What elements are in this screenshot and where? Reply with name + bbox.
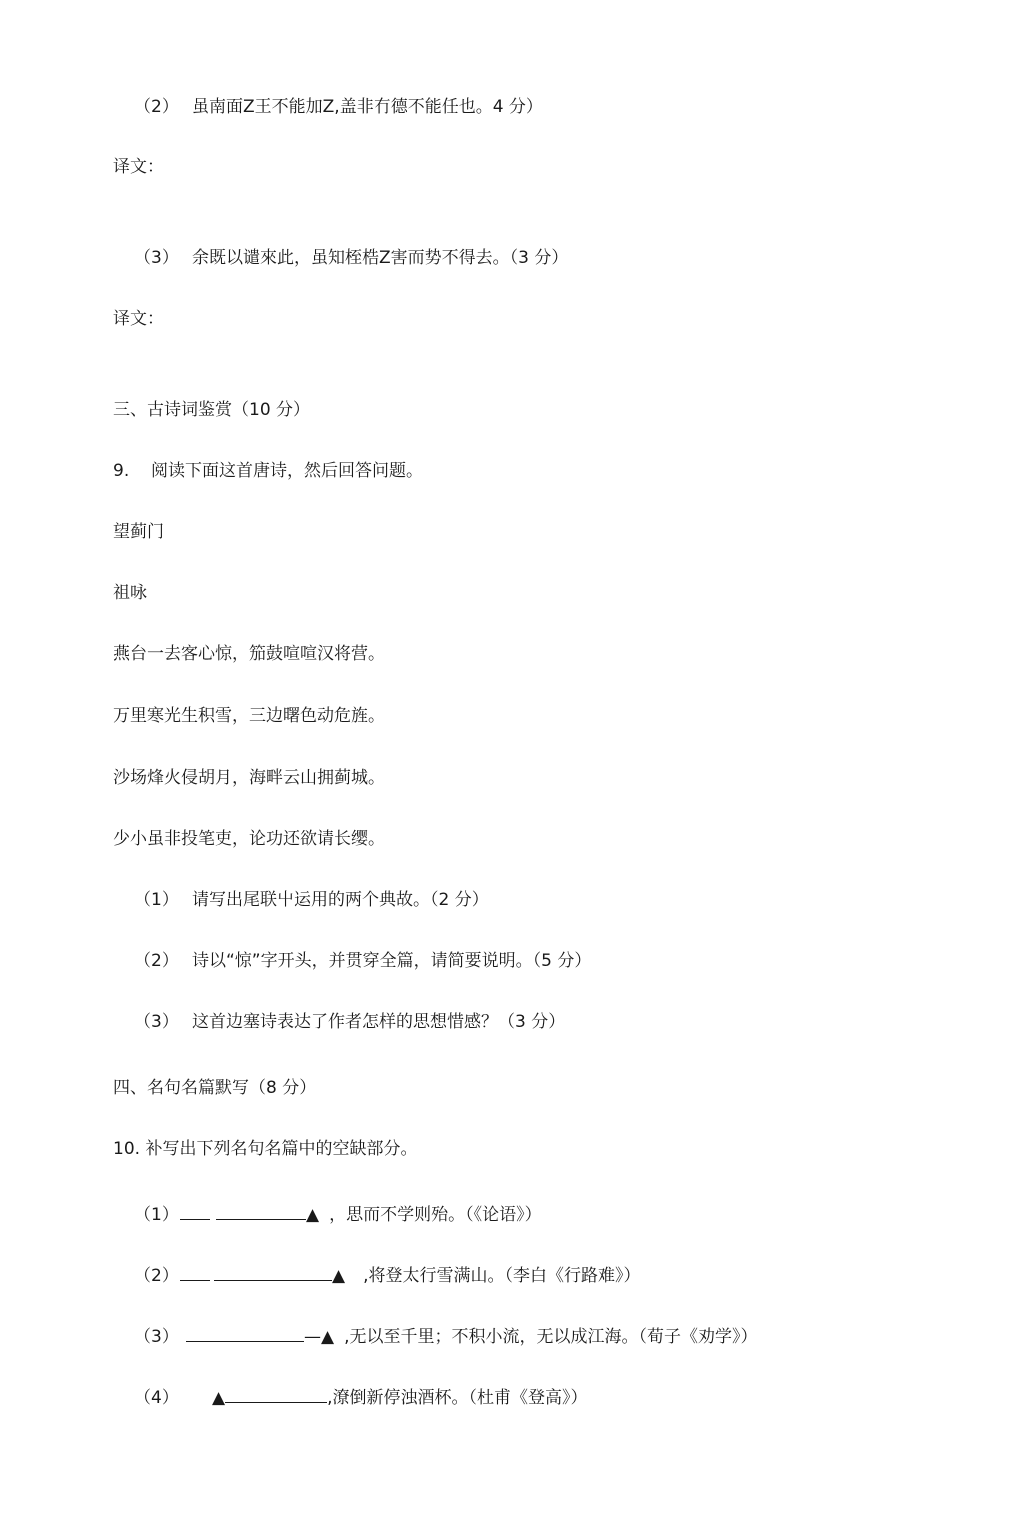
answer-blank[interactable]: [180, 1264, 210, 1281]
question-10-4: [134, 1386, 587, 1409]
item-number: （4）: [134, 1388, 179, 1408]
triangle-marker-icon: ▲: [306, 1205, 320, 1225]
answer-blank[interactable]: [180, 1203, 210, 1220]
question-8-3: [134, 247, 568, 269]
question-10-2: [134, 1264, 640, 1287]
answer-blank[interactable]: [225, 1386, 327, 1403]
item-number: （1）: [134, 1205, 179, 1225]
item-text: 这首边塞诗表达了作者怎样的思想惜感？（3 分）: [192, 1012, 566, 1032]
question-10-3: [134, 1325, 757, 1348]
item-number: （3）: [134, 248, 179, 268]
question-9-1: [134, 889, 489, 911]
item-number: 9.: [113, 461, 130, 481]
item-number: （1）: [134, 890, 179, 910]
answer-blank[interactable]: [214, 1264, 332, 1281]
triangle-marker-icon: ▲: [212, 1388, 226, 1408]
triangle-marker-icon: ▲: [321, 1327, 335, 1347]
triangle-marker-icon: ▲: [332, 1266, 346, 1286]
item-text: 阅读下面这首唐诗，然后回答问题。: [151, 461, 423, 481]
item-number: （2）: [134, 951, 179, 971]
translation-label: 译文：: [113, 309, 164, 329]
item-number: （3）: [134, 1012, 179, 1032]
section-heading-4: 四、名句名篇默写（8 分）: [113, 1078, 317, 1098]
poem-title: 望蓟门: [113, 522, 164, 542]
translation-label: 译文：: [113, 157, 164, 177]
question-10: 10. 补写出下列名句名篇中的空缺部分。: [113, 1139, 418, 1159]
item-text: ,潦倒新停浊酒杯。（杜甫《登高》）: [327, 1388, 588, 1408]
question-8-2: [134, 96, 543, 118]
question-9-3: [134, 1011, 565, 1033]
item-text: 请写出尾联屮运用的两个典故。（2 分）: [192, 890, 489, 910]
dash-mark: —: [304, 1327, 321, 1347]
poem-line-3: 沙场烽火侵胡月，海畔云山拥蓟城。: [113, 768, 385, 788]
item-text: 余既以谴來此，虽知桎梏Z害而势不得去。（3 分）: [192, 248, 569, 268]
poem-line-2: 万里寒光生积雪，三边曙色动危旌。: [113, 706, 385, 726]
item-number: （2）: [134, 97, 179, 117]
question-10-1: [134, 1203, 542, 1226]
item-text: 诗以“惊”字开头，并贯穿全篇，请简要说明。（5 分）: [192, 951, 592, 971]
answer-blank[interactable]: [186, 1325, 304, 1342]
item-text: ,将登太行雪满山。（李白《行路难》）: [363, 1266, 641, 1286]
question-9: [113, 460, 423, 482]
poem-line-4: 少小虽非投笔吏，论功还欲请长缨。: [113, 829, 385, 849]
section-heading-3: 三、古诗词鉴赏（10 分）: [113, 400, 311, 420]
poem-author: 祖咏: [113, 583, 147, 603]
item-text: ，思而不学则殆。（《论语》）: [329, 1205, 542, 1225]
item-text: 虽南面Z王不能加Z,盖非冇德不能任也。4 分）: [192, 97, 543, 117]
item-number: （2）: [134, 1266, 179, 1286]
item-text: ,无以至千里；不积小流，无以成江海。（荀子《劝学》）: [344, 1327, 758, 1347]
poem-line-1: 燕台一去客心惊，笳鼓喧喧汉将营。: [113, 644, 385, 664]
answer-blank[interactable]: [216, 1203, 306, 1220]
question-9-2: [134, 950, 591, 972]
item-number: （3）: [134, 1327, 179, 1347]
